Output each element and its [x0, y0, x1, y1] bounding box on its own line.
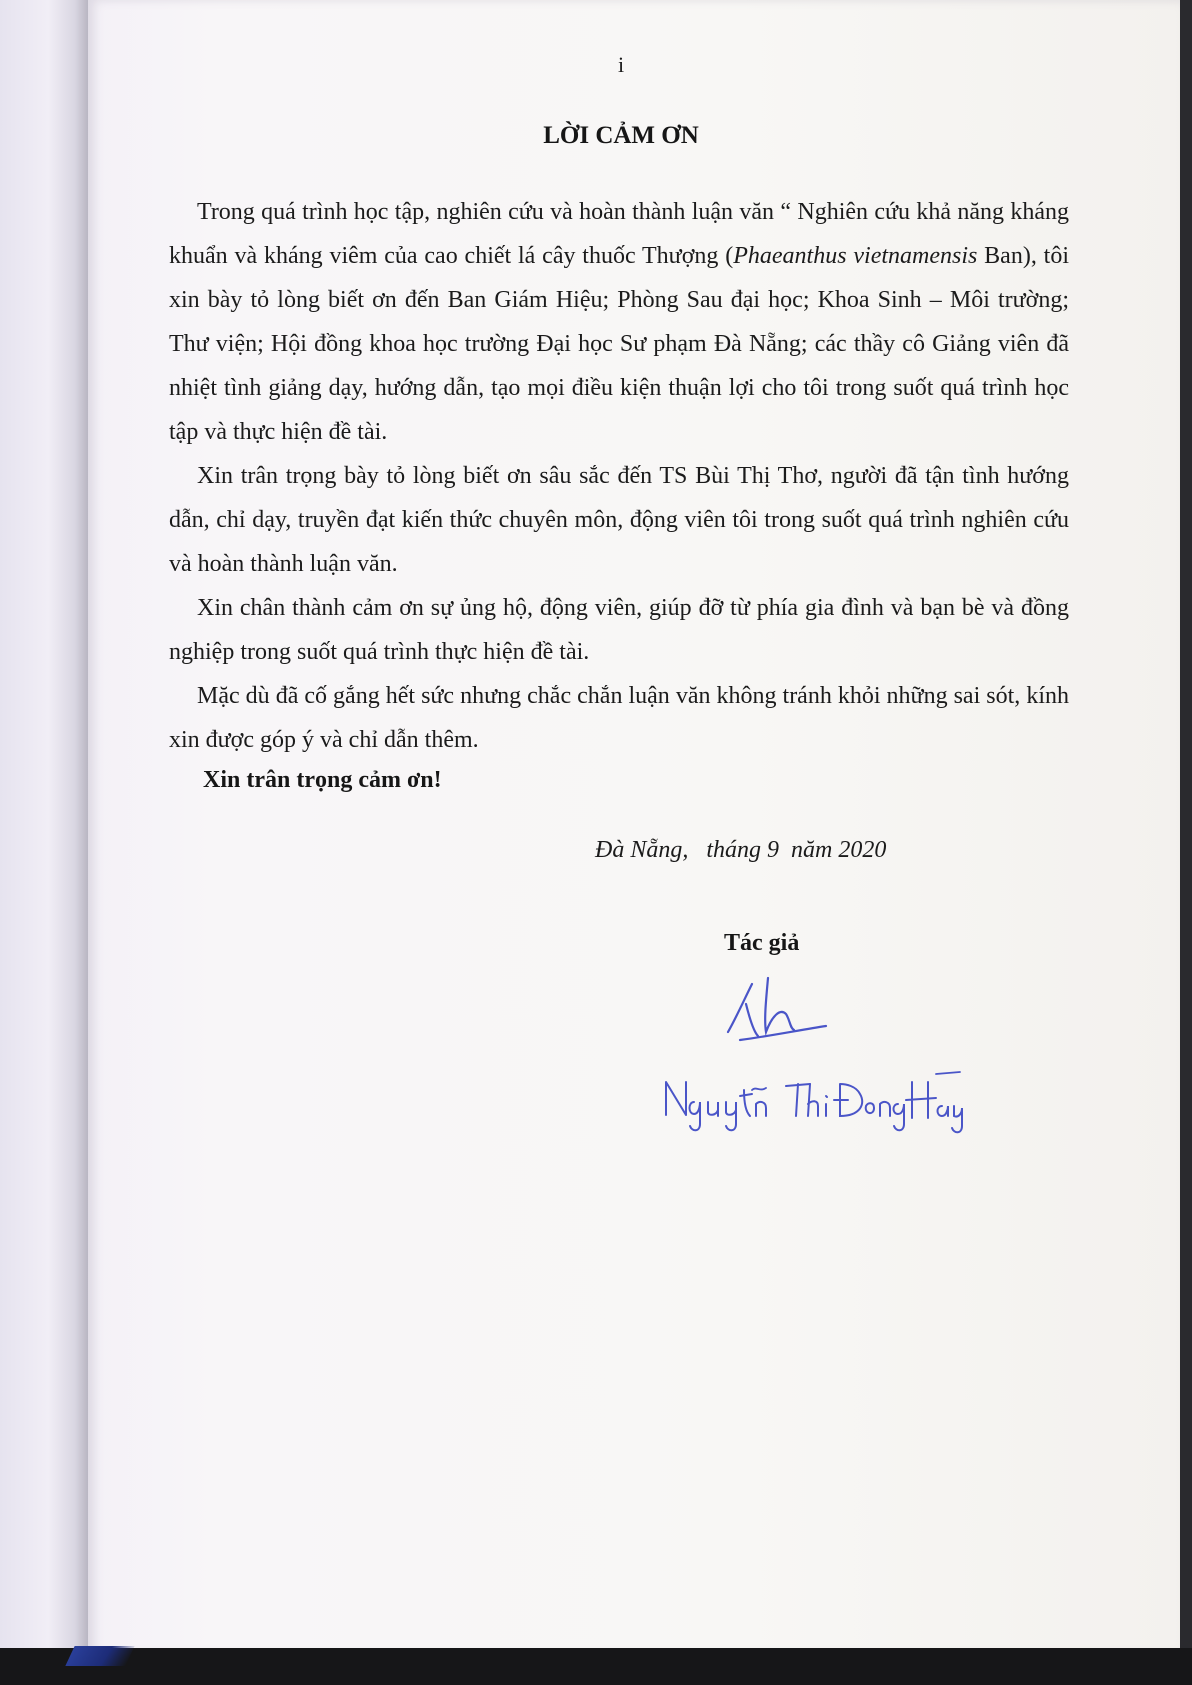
author-label: Tác giả — [724, 930, 800, 956]
paragraph-1-part-1: Trong quá trình học tập, nghiên cứu và hoàn thành luận văn “ Nghiên cứu khả năng kháng khuẩn và kháng viêm của cao chiết lá cây thuốc Thượng ( — [169, 199, 1069, 269]
paragraph-1-part-2: Ban), tôi xin bày tỏ lòng biết ơn đến Ban Giám Hiệu; Phòng Sau đại học; Khoa Sinh – Môi trường; Thư viện; Hội đồng khoa học trường Đại học Sư phạm Đà Nẵng; các thầy cô Giảng viên đã nhiệt tình giảng dạy, hướng dẫn, tạo mọi điều kiện thuận lợi cho tôi trong suốt quá trình học tập và thực hiện đề tài. — [169, 243, 1069, 445]
acknowledgement-body — [169, 190, 1069, 762]
closing-thanks: Xin trân trọng cảm ơn! — [203, 767, 442, 793]
right-page-edge — [1180, 0, 1192, 1660]
paragraph-3: Xin chân thành cảm ơn sự ủng hộ, động viên, giúp đỡ từ phía gia đình và bạn bè và đồng nghiệp trong suốt quá trình thực hiện đề tài. — [169, 595, 1069, 665]
cover-corner — [65, 1646, 134, 1666]
place-and-date: Đà Nẵng, tháng 9 năm 2020 — [595, 837, 887, 863]
page-number: i — [617, 52, 625, 77]
paragraph-4: Mặc dù đã cố gắng hết sức nhưng chắc chắn luận văn không tránh khỏi những sai sót, kính xin được góp ý và chỉ dẫn thêm. — [169, 683, 1069, 753]
handwritten-name — [660, 1060, 970, 1140]
species-name: Phaeanthus vietnamensis — [733, 243, 978, 269]
signature-icon — [700, 970, 840, 1050]
paragraph-1 — [169, 190, 1069, 454]
left-page-binding — [0, 0, 88, 1685]
page-title: LỜI CẢM ƠN — [543, 122, 699, 149]
bottom-scan-border — [0, 1648, 1192, 1685]
paragraph-2: Xin trân trọng bày tỏ lòng biết ơn sâu sắc đến TS Bùi Thị Thơ, người đã tận tình hướng dẫn, chỉ dạy, truyền đạt kiến thức chuyên môn, động viên tôi trong suốt quá trình nghiên cứu và hoàn thành luận văn. — [169, 463, 1069, 577]
